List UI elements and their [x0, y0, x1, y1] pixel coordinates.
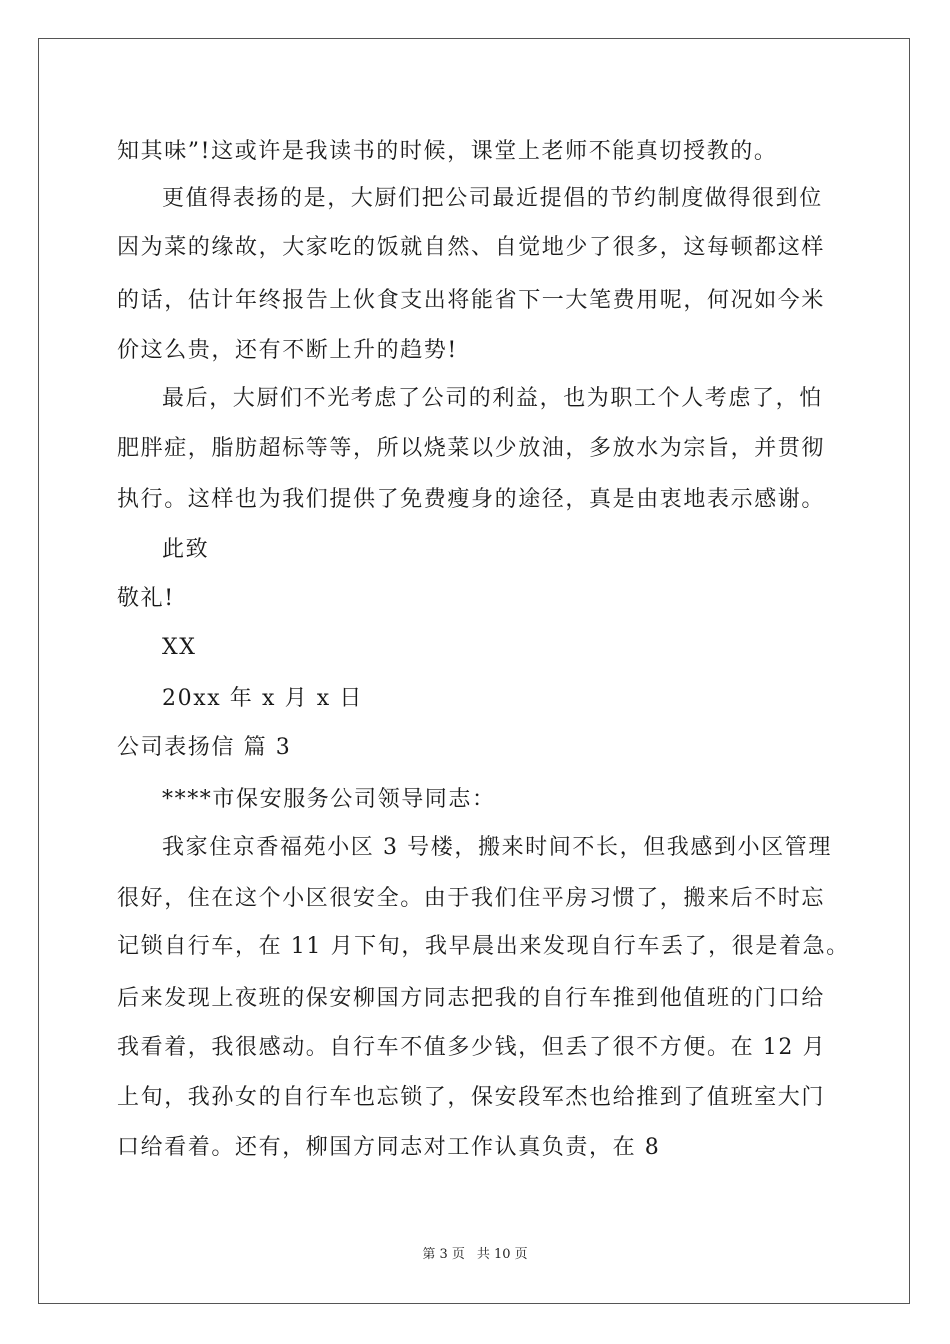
text-line-19: 我看着，我很感动。自行车不值多少钱，但丢了很不方便。在 12 月	[117, 1035, 827, 1060]
page-total: 共 10 页	[476, 1247, 528, 1262]
page-number: 第 3 页	[422, 1247, 465, 1262]
letter-addressee: ****市保安服务公司领导同志：	[162, 787, 496, 812]
text-line-4: 的话，估计年终报告上伙食支出将能省下一大笔费用呢，何况如今米	[117, 288, 826, 313]
text-line-5: 价这么贵，还有不断上升的趋势!	[117, 338, 458, 363]
text-line-8: 执行。这样也为我们提供了免费瘦身的途径，真是由衷地表示感谢。	[117, 487, 826, 512]
text-line-1: 知其味”!这或许是我读书的时候，课堂上老师不能真切授教的。	[117, 139, 778, 164]
date-line: 20xx 年 x 月 x 日	[162, 686, 363, 711]
text-line-3: 因为菜的缘故，大家吃的饭就自然、自觉地少了很多，这每顿都这样	[117, 235, 826, 260]
section-heading: 公司表扬信 篇 3	[117, 735, 292, 760]
closing-greeting: 此致	[162, 537, 210, 562]
text-line-17: 记锁自行车，在 11 月下旬，我早晨出来发现自行车丢了，很是着急。	[117, 934, 850, 959]
salutation: 敬礼!	[117, 586, 175, 611]
text-line-2: 更值得表扬的是，大厨们把公司最近提倡的节约制度做得很到位	[162, 186, 823, 211]
signature: XX	[162, 635, 197, 660]
text-line-6: 最后，大厨们不光考虑了公司的利益，也为职工个人考虑了，怕	[162, 386, 823, 411]
text-line-18: 后来发现上夜班的保安柳国方同志把我的自行车推到他值班的门口给	[117, 986, 826, 1011]
text-line-15: 我家住京香福苑小区 3 号楼，搬来时间不长，但我感到小区管理	[162, 835, 832, 860]
text-line-21: 口给看着。还有，柳国方同志对工作认真负责，在 8	[117, 1135, 661, 1160]
text-line-16: 很好，住在这个小区很安全。由于我们住平房习惯了，搬来后不时忘	[117, 886, 826, 911]
text-line-7: 肥胖症，脂肪超标等等，所以烧菜以少放油，多放水为宗旨，并贯彻	[117, 436, 826, 461]
text-line-20: 上旬，我孙女的自行车也忘锁了，保安段军杰也给推到了值班室大门	[117, 1085, 826, 1110]
page-border	[38, 38, 910, 1304]
page-footer	[0, 1246, 950, 1264]
